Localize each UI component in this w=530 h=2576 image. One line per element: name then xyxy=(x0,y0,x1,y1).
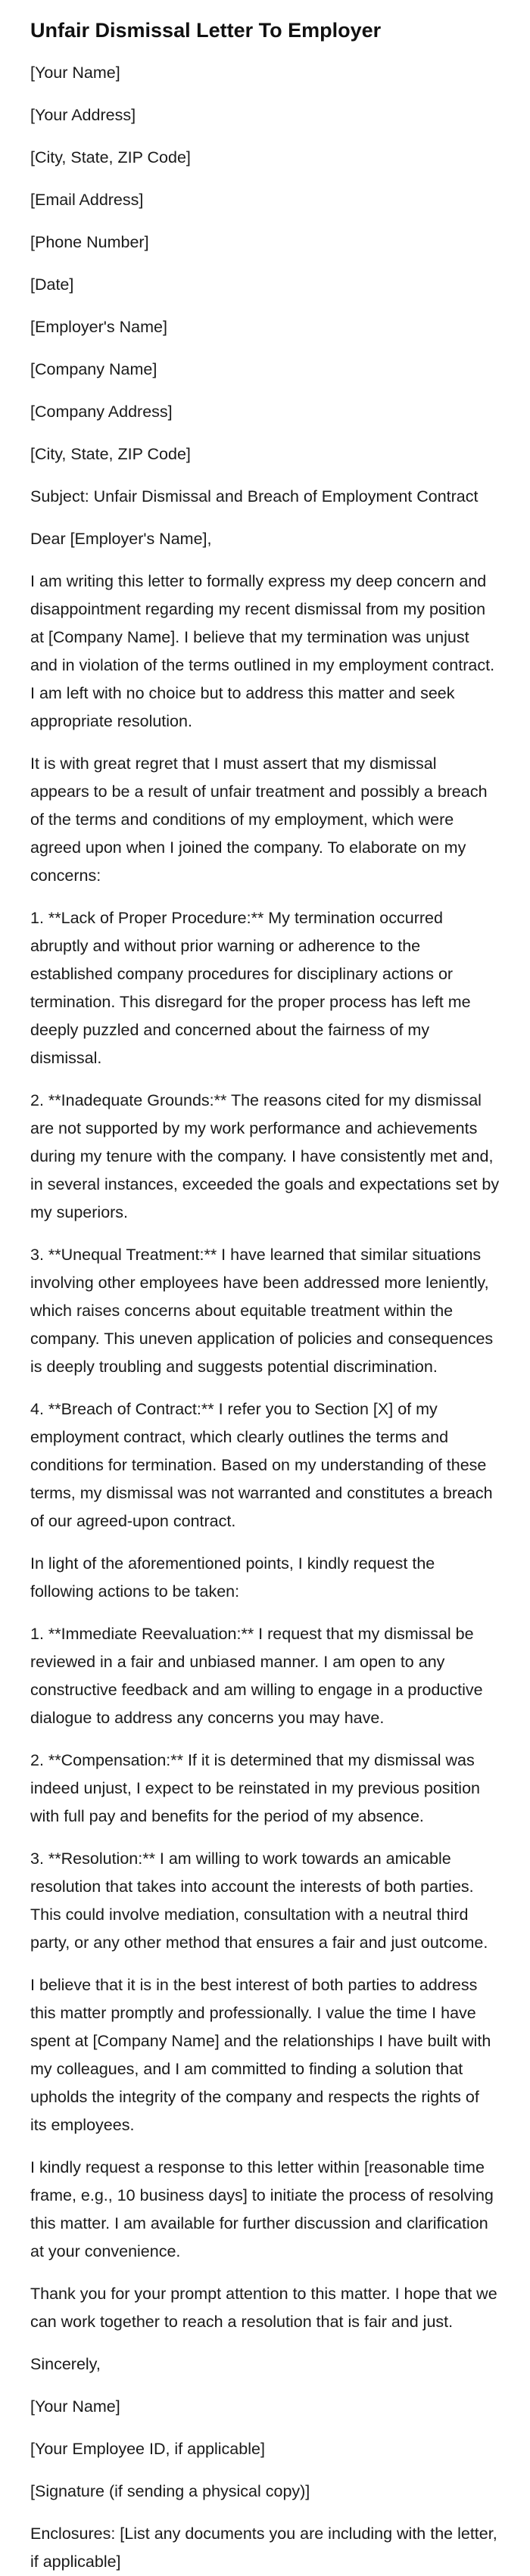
page-title: Unfair Dismissal Letter To Employer xyxy=(30,19,382,42)
company-address: [Company Address] xyxy=(30,403,173,421)
sender-email: [Email Address] xyxy=(30,191,144,209)
request-item-compensation: 2. **Compensation:** If it is determined that my dismissal was indeed unjust, I expect to be reinstated in my previous position with full pay and benefits for the period of my absence. xyxy=(30,1751,480,1825)
company-name: [Company Name] xyxy=(30,360,157,378)
concern-item-procedure: 1. **Lack of Proper Procedure:** My termination occurred abruptly and without prior warning or adherence to the established company procedures for disciplinary actions or termination. This disregard for the proper process has left me deeply puzzled and concerned about the fairness of my dismissal. xyxy=(30,909,471,1067)
letter-date: [Date] xyxy=(30,275,74,294)
employer-name: [Employer's Name] xyxy=(30,318,167,336)
enclosures: Enclosures: [List any documents you are including with the letter, if applicable] xyxy=(30,2525,497,2571)
sender-address: [Your Address] xyxy=(30,106,136,124)
signature-name: [Your Name] xyxy=(30,2397,120,2416)
concern-item-contract: 4. **Breach of Contract:** I refer you to Section [X] of my employment contract, which clearly outlines the terms and conditions for termination. Based on my understanding of these terms, my dismissal was not warranted and constitutes a breach of our agreed-upon contract. xyxy=(30,1400,493,1530)
signature-line: [Signature (if sending a physical copy)] xyxy=(30,2482,310,2500)
salutation: Dear [Employer's Name], xyxy=(30,530,212,548)
body-paragraph-intro: I am writing this letter to formally express my deep concern and disappointment regarding my recent dismissal from my position at [Company Name]. I believe that my termination was unjust and in violation of the terms outlined in my employment contract. I am left with no choice but to address this matter and seek appropriate resolution. xyxy=(30,572,495,730)
subject-line: Subject: Unfair Dismissal and Breach of Employment Contract xyxy=(30,487,479,506)
body-paragraph-concerns-intro: It is with great regret that I must assert that my dismissal appears to be a result of unfair treatment and possibly a breach of the terms and conditions of my employment, which were agreed upon when I joined the company. To elaborate on my concerns: xyxy=(30,754,488,885)
company-city-state-zip: [City, State, ZIP Code] xyxy=(30,445,191,463)
closing: Sincerely, xyxy=(30,2355,101,2373)
sender-name: [Your Name] xyxy=(30,64,120,82)
request-item-reevaluation: 1. **Immediate Reevaluation:** I request that my dismissal be reviewed in a fair and unbiased manner. I am open to any constructive feedback and am willing to engage in a productive dialogue to address any concerns you may have. xyxy=(30,1625,483,1727)
concern-item-treatment: 3. **Unequal Treatment:** I have learned that similar situations involving other employees have been addressed more leniently, which raises concerns about equitable treatment within the company. This uneven application of policies and consequences is deeply troubling and suggests potential discrimination. xyxy=(30,1246,494,1376)
sender-city-state-zip: [City, State, ZIP Code] xyxy=(30,148,191,166)
concern-item-grounds: 2. **Inadequate Grounds:** The reasons cited for my dismissal are not supported by my work performance and achievements during my tenure with the company. I have consistently met and, in several instances, exceeded the goals and expectations set by my superiors. xyxy=(30,1091,500,1221)
request-item-resolution: 3. **Resolution:** I am willing to work towards an amicable resolution that takes into account the interests of both parties. This could involve mediation, consultation with a neutral third party, or any other method that ensures a fair and just outcome. xyxy=(30,1850,488,1952)
body-paragraph-thanks: Thank you for your prompt attention to this matter. I hope that we can work together to reach a resolution that is fair and just. xyxy=(30,2285,497,2331)
body-paragraph-requests-intro: In light of the aforementioned points, I kindly request the following actions to be taken: xyxy=(30,1554,435,1601)
sender-phone: [Phone Number] xyxy=(30,233,149,251)
body-paragraph-interest: I believe that it is in the best interest of both parties to address this matter promptly and professionally. I value the time I have spent at [Company Name] and the relationships I have built with my colleagues, and I am committed to finding a solution that upholds the integrity of the company and respects the rights of its employees. xyxy=(30,1976,491,2134)
body-paragraph-response: I kindly request a response to this letter within [reasonable time frame, e.g., 10 business days] to initiate the process of resolving this matter. I am available for further discussion and clarification at your convenience. xyxy=(30,2158,494,2260)
employee-id: [Your Employee ID, if applicable] xyxy=(30,2440,265,2458)
